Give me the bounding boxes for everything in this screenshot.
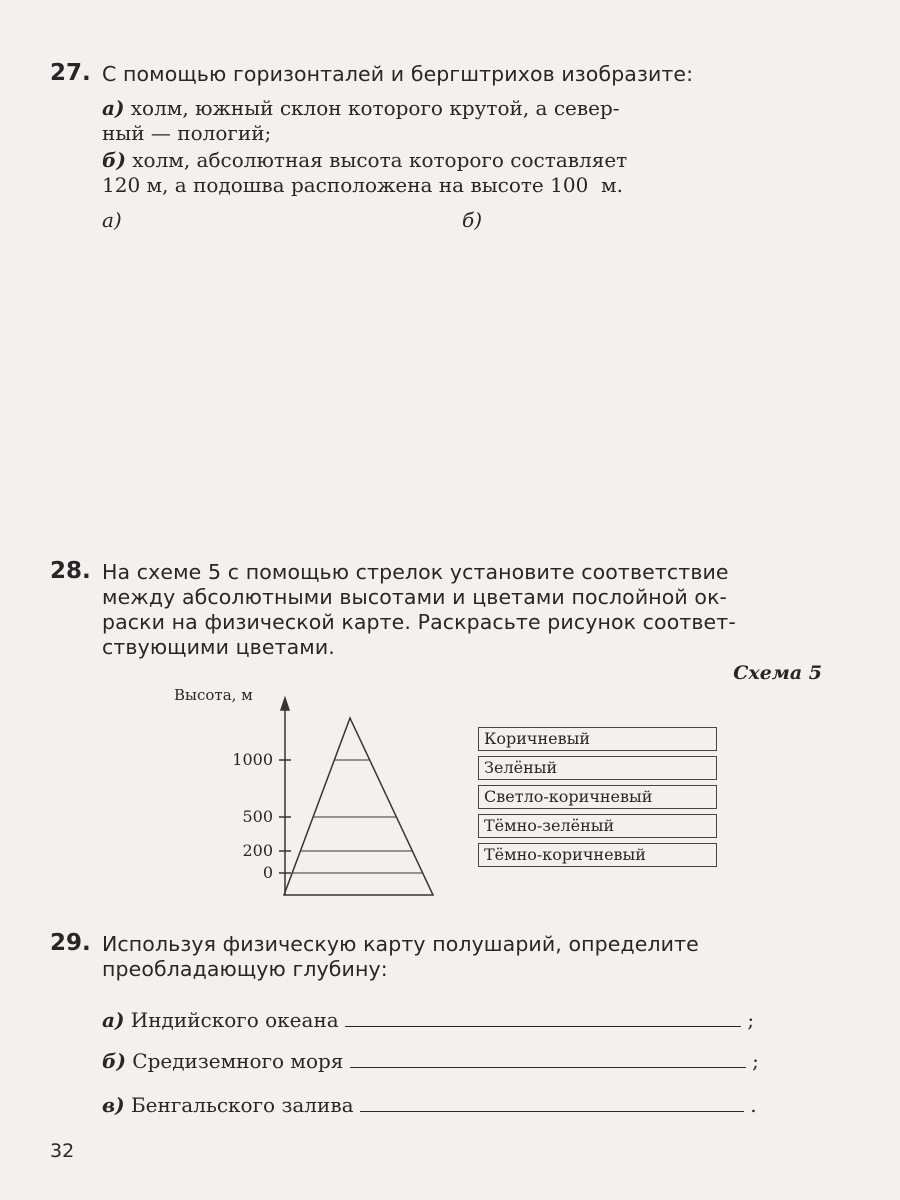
color-box-green[interactable]: Зелёный: [478, 756, 717, 780]
task-27-item-a-cont: ный — пологий;: [102, 121, 272, 145]
answer-blank[interactable]: [350, 1066, 746, 1068]
answer-area-a-label: а): [102, 208, 122, 232]
scheme-label: Схема 5: [733, 662, 822, 684]
pyramid-outline: [284, 718, 433, 895]
task-28-number: 28.: [50, 558, 91, 584]
tick-200: 200: [242, 841, 273, 860]
answer-row-indian-ocean: [102, 1008, 754, 1032]
item-text: Индийского океана: [124, 1008, 339, 1032]
answer-blank[interactable]: [360, 1110, 744, 1112]
answer-row-bengal: [102, 1093, 757, 1117]
item-label: б): [102, 1049, 126, 1073]
page-number: 32: [50, 1140, 75, 1162]
color-box-dark-green[interactable]: Тёмно-зелёный: [478, 814, 717, 838]
answer-area-b-label: б): [462, 208, 483, 232]
answer-row-mediterranean: [102, 1049, 759, 1073]
task-28-line-2: между абсолютными высотами и цветами послойной ок-: [102, 585, 728, 609]
color-box-light-brown[interactable]: Светло-коричневый: [478, 785, 717, 809]
task-29-number: 29.: [50, 930, 91, 956]
item-b-text: холм, абсолютная высота которого составляет: [125, 148, 628, 172]
tick-0: 0: [262, 863, 273, 882]
item-label: в): [102, 1093, 125, 1117]
tick-1000: 1000: [232, 750, 273, 769]
task-27-prompt: С помощью горизонталей и бергштрихов изобразите:: [102, 62, 694, 86]
task-27-number: 27.: [50, 60, 91, 86]
color-box-dark-brown[interactable]: Тёмно-коричневый: [478, 843, 717, 867]
task-29-line-1: Используя физическую карту полушарий, определите: [102, 932, 699, 956]
task-28-line-1: На схеме 5 с помощью стрелок установите соответствие: [102, 560, 729, 584]
task-28-line-4: ствующими цветами.: [102, 635, 335, 659]
item-a-text: холм, южный склон которого крутой, а север-: [124, 96, 620, 120]
punct: ;: [752, 1049, 759, 1073]
item-text: Средиземного моря: [125, 1049, 344, 1073]
task-27-item-b-cont: 120 м, а подошва расположена на высоте 100 м.: [102, 173, 623, 197]
task-28-line-3: раски на физической карте. Раскрасьте рисунок соответ-: [102, 610, 736, 634]
axis-arrow-icon: [281, 698, 289, 710]
answer-blank[interactable]: [345, 1025, 741, 1027]
item-label: а): [102, 1008, 125, 1032]
punct: .: [750, 1093, 757, 1117]
tick-500: 500: [242, 807, 273, 826]
item-text: Бенгальского залива: [124, 1093, 354, 1117]
item-b-label: б): [102, 148, 126, 172]
axis-label: Высота, м: [174, 686, 253, 704]
item-a-label: а): [102, 96, 125, 120]
punct: ;: [747, 1008, 755, 1032]
color-box-brown[interactable]: Коричневый: [478, 727, 717, 751]
task-29-line-2: преобладающую глубину:: [102, 957, 388, 981]
